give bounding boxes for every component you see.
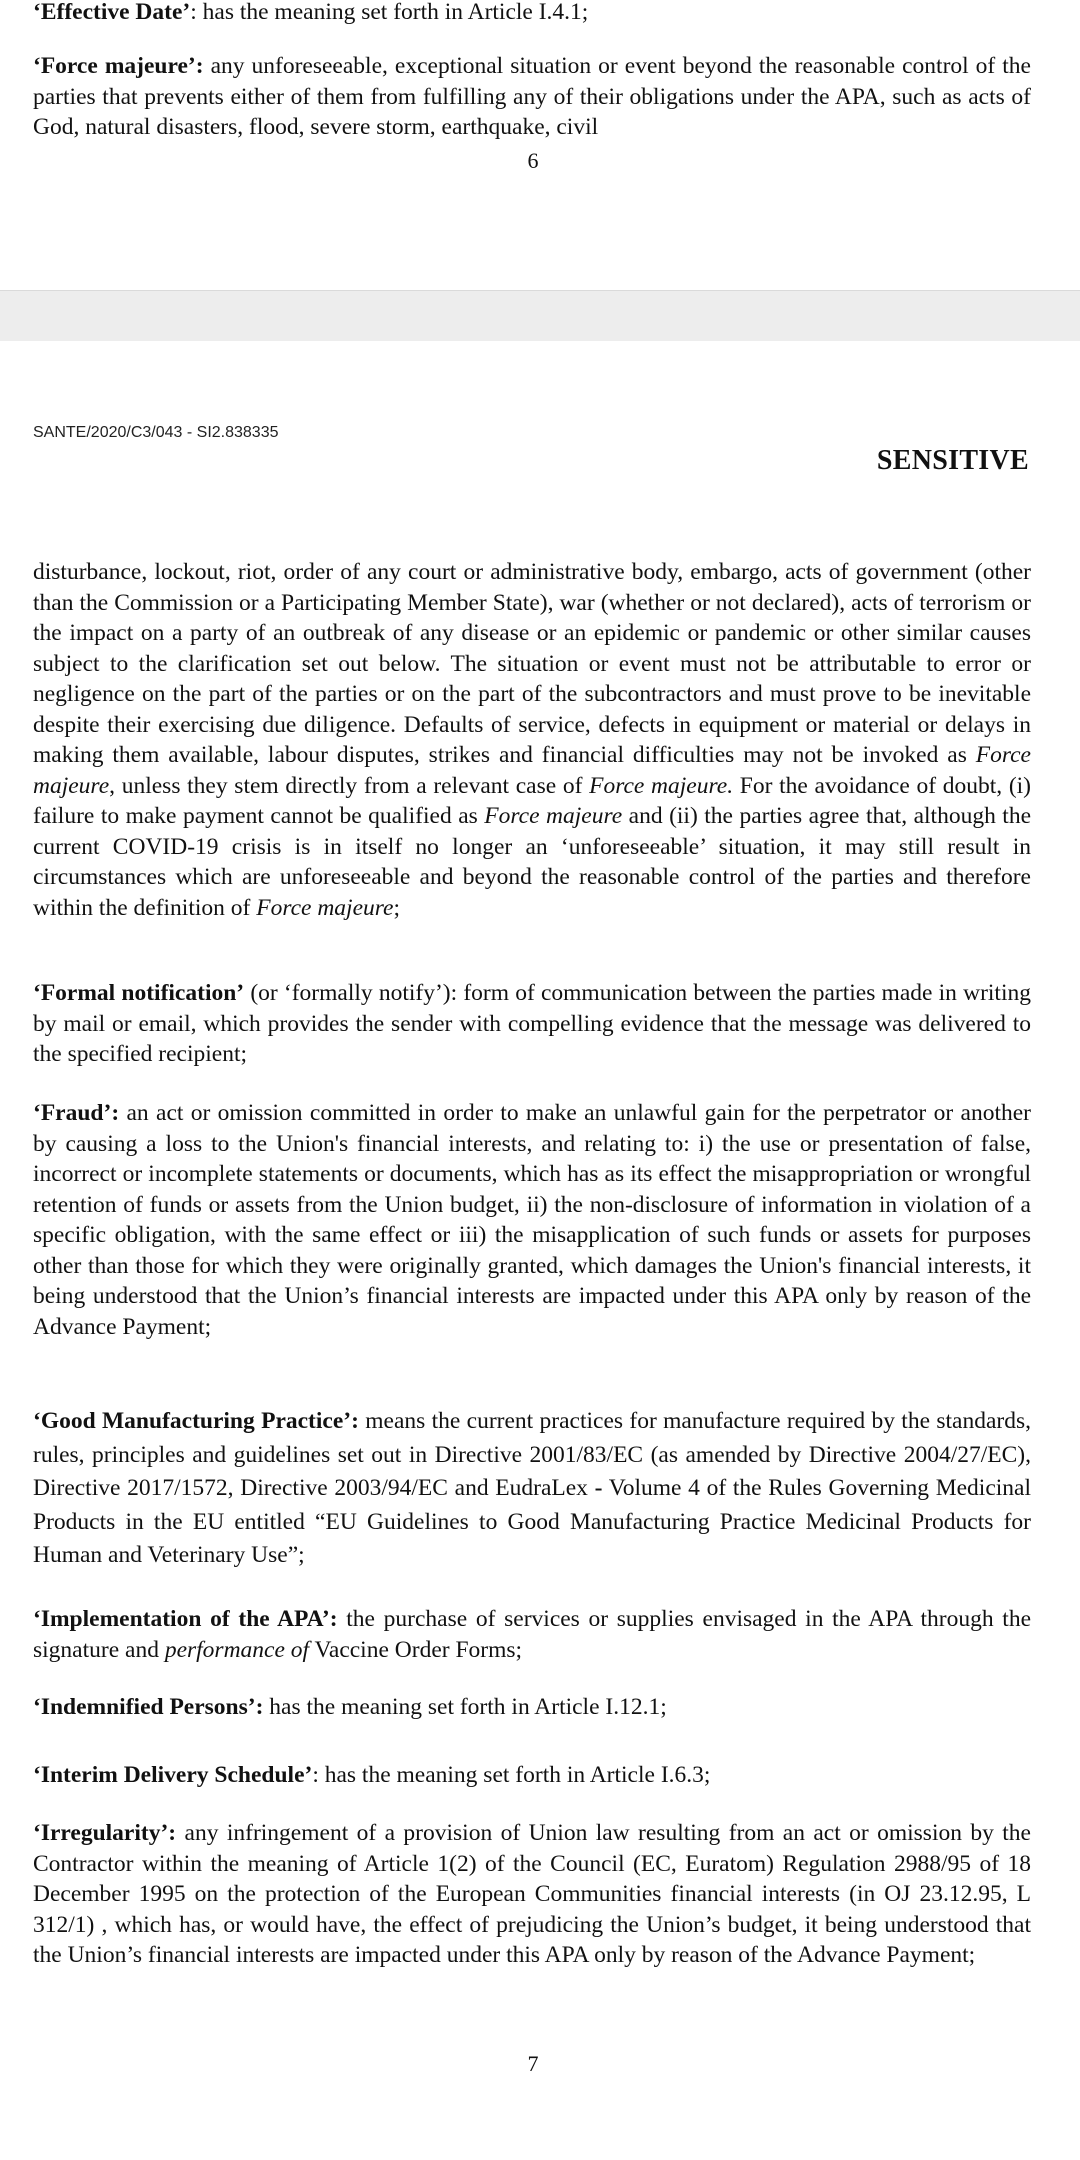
definition-effective-date bbox=[33, 0, 1031, 28]
definition-indemnified-persons bbox=[33, 1692, 1031, 1723]
definition-irregularity bbox=[33, 1818, 1031, 1971]
classification-label: SENSITIVE bbox=[876, 445, 1029, 476]
term-formal-notification: ‘Formal notification’ bbox=[33, 980, 245, 1006]
definition-text: any unforeseeable, exceptional situation or event beyond the reasonable control of the parties that prevents either of them from fulfilling any of their obligations under the APA, such as acts of God, natural disasters, flood, severe storm, earthquake, civil bbox=[33, 53, 1031, 140]
page-number: 7 bbox=[527, 2051, 539, 2076]
definition-text: means the current practices for manufacture required by the standards, rules, principles and guidelines set out in Directive 2001/83/EC (as amended by Directive 2004/27/EC), Directive 2017/1572, Directive 2003/94/EC and EudraLex bbox=[33, 1408, 1031, 1501]
term-italic: Force majeure. bbox=[589, 772, 734, 799]
definition-text: disturbance, lockout, riot, order of any court or administrative body, embargo, acts of government (other than the Commission or a Participating Member State), war (whether or not declared), acts of terrorism or the impact on a party of an outbreak of any disease or an epidemic or pandemic or other similar causes subject to the clarification set out below. The situation or event must not be attributable to error or negligence on the part of the parties or on the part of the subcontractors and must prove to be inevitable despite their exercising due diligence. Defaults of service, defects in equipment or material or delays in making them available, labour disputes, strikes and financial difficulties may not be invoked as bbox=[33, 559, 1031, 768]
definition-good-manufacturing-practice bbox=[33, 1405, 1031, 1573]
term-fraud: ‘Fraud’: bbox=[33, 1100, 120, 1126]
definition-text: Vaccine Order Forms; bbox=[309, 1636, 523, 1663]
term-irregularity: ‘Irregularity’: bbox=[33, 1820, 177, 1846]
definition-force-majeure bbox=[33, 51, 1031, 143]
definition-text: Volume 4 of the Rules Governing Medicinal Products in the EU entitled “EU Guidelines to Good Manufacturing Practice Medicinal Products for Human and Veterinary Use”; bbox=[33, 1475, 1031, 1568]
definition-text: For the avoidance of doubt, (i) failure to make payment cannot be qualified as bbox=[33, 772, 1032, 829]
definition-text: an act or omission committed in order to make an unlawful gain for the perpetrator or another by causing a loss to the Union's financial interests, and relating to: i) the use or presentation of false, incorrect or incomplete statements or documents, which has as its effect the misappropriation or wrongful retention of funds or assets from the Union budget, ii) the non-disclosure of information in violation of a specific obligation, with the same effect or iii) the misapplication of such funds or assets for purposes other than those for which they were originally granted, which damages the Union's financial interests, it being understood that the Union’s financial interests are impacted under this APA only by reason of the Advance Payment; bbox=[33, 1100, 1031, 1340]
definition-text: , unless they stem directly from a relevant case of bbox=[109, 772, 590, 799]
term-gmp: ‘Good Manufacturing Practice’: bbox=[33, 1408, 359, 1434]
definition-text: (or ‘formally notify’): form of communication between the parties made in writing by mail or email, which provides the sender with compelling evidence that the message was delivered to the specified recipient; bbox=[33, 980, 1031, 1067]
page-separator bbox=[0, 290, 1080, 342]
term-italic: Force majeure bbox=[33, 742, 1031, 799]
definition-text: : has the meaning set forth in Article I.4.1; bbox=[190, 0, 589, 25]
definition-text: ; bbox=[393, 894, 400, 921]
italic-text: performance of bbox=[164, 1636, 310, 1663]
document-page-7 bbox=[0, 341, 1080, 2160]
document-page-6 bbox=[0, 0, 1080, 290]
term-implementation: ‘Implementation of the APA’: bbox=[33, 1606, 338, 1632]
definition-force-majeure-continued bbox=[33, 557, 1031, 923]
term-interim-delivery-schedule: ‘Interim Delivery Schedule’ bbox=[33, 1762, 313, 1788]
term-indemnified-persons: ‘Indemnified Persons’: bbox=[33, 1694, 264, 1720]
definition-text: has the meaning set forth in Article I.12.1; bbox=[263, 1694, 667, 1720]
term-force-majeure: ‘Force majeure’: bbox=[33, 53, 204, 79]
definition-fraud bbox=[33, 1098, 1031, 1342]
term-italic: Force majeure bbox=[484, 803, 623, 829]
definition-text: the purchase of services or supplies envisaged in the APA through the signature and bbox=[33, 1606, 1032, 1663]
page-number: 6 bbox=[527, 148, 539, 173]
document-reference: SANTE/2020/C3/043 - SI2.838335 bbox=[33, 424, 279, 441]
definition-text: : has the meaning set forth in Article I.6.3; bbox=[312, 1762, 711, 1788]
definition-text: any infringement of a provision of Union law resulting from an act or omission by the Contractor within the meaning of Article 1(2) of the Council (EC, Euratom) Regulation 2988/95 of 18 December 1995 on the protection of the European Communities financial interests (in OJ 23.12.95, L 312/1) , which has, or would have, the effect of prejudicing the Union’s budget, it being understood that the Union’s financial interests are impacted under this APA only by reason of the Advance Payment; bbox=[33, 1820, 1031, 1968]
definition-text: and (ii) the parties agree that, although the current COVID-19 crisis is in itself no longer an ‘unforeseeable’ situation, it may still result in circumstances which are unforeseeable and beyond the reasonable control of the parties and therefore within the definition of bbox=[33, 803, 1032, 921]
definition-implementation bbox=[33, 1604, 1031, 1665]
term-effective-date: ‘Effective Date’ bbox=[33, 0, 191, 25]
dash: - bbox=[594, 1475, 603, 1501]
term-italic: Force majeure bbox=[256, 894, 394, 921]
definition-formal-notification bbox=[33, 978, 1031, 1070]
definition-interim-delivery-schedule bbox=[33, 1760, 1031, 1791]
